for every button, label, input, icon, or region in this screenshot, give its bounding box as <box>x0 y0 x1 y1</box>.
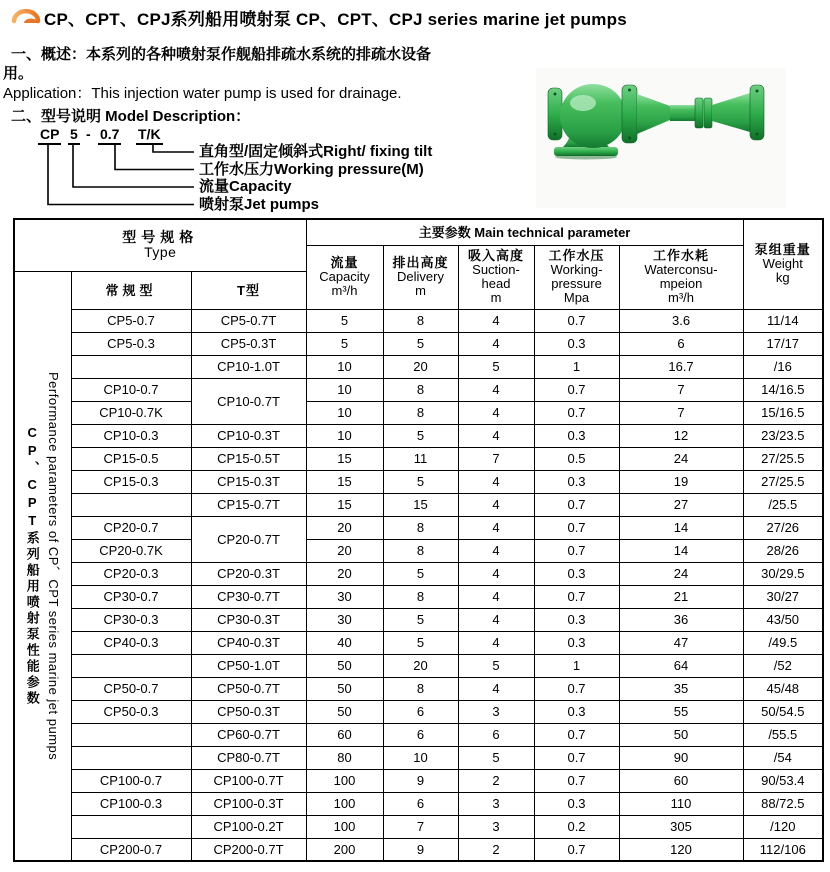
value-cell: 9 <box>383 838 458 861</box>
value-cell: 7 <box>458 447 534 470</box>
page-title: CP、CPT、CPJ系列船用喷射泵 CP、CPT、CPJ series marine jet pumps <box>44 10 627 29</box>
model-t-cell: CP100-0.3T <box>191 792 306 815</box>
value-cell: 4 <box>458 493 534 516</box>
value-cell: 0.2 <box>534 815 619 838</box>
value-cell: 90 <box>619 746 743 769</box>
value-cell: 0.3 <box>534 700 619 723</box>
model-t-cell: CP10-0.3T <box>191 424 306 447</box>
model-normal-cell <box>71 815 191 838</box>
value-cell: 43/50 <box>743 608 823 631</box>
value-cell: 0.7 <box>534 723 619 746</box>
value-cell: 60 <box>619 769 743 792</box>
type-group-zh: 型号规格 <box>122 229 199 246</box>
model-t-cell: CP50-0.7T <box>191 677 306 700</box>
value-cell: 15 <box>383 493 458 516</box>
model-t-cell: CP5-0.3T <box>191 332 306 355</box>
model-t-cell: CP5-0.7T <box>191 309 306 332</box>
value-cell: 5 <box>458 654 534 677</box>
water-consumption-column-header: 工作水耗 Waterconsu- mpeion m³/h <box>619 245 743 309</box>
value-cell: 36 <box>619 608 743 631</box>
value-cell: 8 <box>383 677 458 700</box>
value-cell: 5 <box>306 309 383 332</box>
value-cell: 0.3 <box>534 470 619 493</box>
value-cell: 47 <box>619 631 743 654</box>
spec-row <box>14 539 823 562</box>
value-cell: 50 <box>619 723 743 746</box>
value-cell: 50 <box>306 677 383 700</box>
value-cell: 12 <box>619 424 743 447</box>
value-cell: 112/106 <box>743 838 823 861</box>
capacity-column-header: 流量 Capacity m³/h <box>306 245 383 309</box>
value-cell: 11 <box>383 447 458 470</box>
value-cell: 20 <box>306 516 383 539</box>
value-cell: 20 <box>306 539 383 562</box>
value-cell: 4 <box>458 332 534 355</box>
value-cell: 27/25.5 <box>743 470 823 493</box>
spec-row <box>14 516 823 539</box>
jet-pump-photo <box>536 68 786 208</box>
value-cell: 0.7 <box>534 401 619 424</box>
value-cell: 4 <box>458 470 534 493</box>
model-t-cell: CP10-1.0T <box>191 355 306 378</box>
value-cell: 50/54.5 <box>743 700 823 723</box>
value-cell: 5 <box>306 332 383 355</box>
overview-text-zh-line1: 一、概述：本系列的各种喷射泵作舰船排疏水系统的排疏水设备 <box>11 46 432 63</box>
value-cell: 10 <box>306 424 383 447</box>
value-cell: 4 <box>458 516 534 539</box>
side-label-zh: CP、CPT系列船用喷射泵性能参数 <box>24 424 40 707</box>
spec-row <box>14 792 823 815</box>
value-cell: 7 <box>619 378 743 401</box>
code-token-07: 0.7 <box>98 126 121 145</box>
normal-type-subheader: 常规型 <box>71 271 191 309</box>
value-cell: 27/25.5 <box>743 447 823 470</box>
model-normal-cell: CP10-0.3 <box>71 424 191 447</box>
value-cell: 20 <box>383 654 458 677</box>
value-cell: /54 <box>743 746 823 769</box>
spec-row <box>14 585 823 608</box>
value-cell: 0.7 <box>534 539 619 562</box>
label-capacity: 流量Capacity <box>199 178 292 195</box>
value-cell: 27 <box>619 493 743 516</box>
model-normal-cell: CP5-0.3 <box>71 332 191 355</box>
spec-row <box>14 309 823 332</box>
value-cell: 10 <box>306 378 383 401</box>
value-cell: 40 <box>306 631 383 654</box>
spec-row <box>14 723 823 746</box>
value-cell: 20 <box>383 355 458 378</box>
value-cell: 305 <box>619 815 743 838</box>
value-cell: 0.7 <box>534 516 619 539</box>
model-normal-cell: CP30-0.7 <box>71 585 191 608</box>
model-normal-cell: CP20-0.7K <box>71 539 191 562</box>
model-normal-cell: CP15-0.5 <box>71 447 191 470</box>
model-code-diagram <box>36 126 516 220</box>
model-normal-cell: CP30-0.3 <box>71 608 191 631</box>
code-token-5: 5 <box>68 126 80 145</box>
working-pressure-column-header: 工作水压 Working- pressure Mpa <box>534 245 619 309</box>
spec-row <box>14 838 823 861</box>
value-cell: 0.3 <box>534 332 619 355</box>
overview-text-zh-line2: 用。 <box>3 65 34 82</box>
value-cell: 0.7 <box>534 378 619 401</box>
model-normal-cell: CP5-0.7 <box>71 309 191 332</box>
value-cell: 0.7 <box>534 585 619 608</box>
value-cell: 14 <box>619 516 743 539</box>
value-cell: 3 <box>458 792 534 815</box>
header-row-groups <box>14 219 823 245</box>
spec-row <box>14 631 823 654</box>
model-normal-cell: CP50-0.7 <box>71 677 191 700</box>
model-t-cell: CP60-0.7T <box>191 723 306 746</box>
value-cell: 30/27 <box>743 585 823 608</box>
spec-row <box>14 378 823 401</box>
spec-row <box>14 677 823 700</box>
label-working-pressure: 工作水压力Working pressure(M) <box>199 160 424 178</box>
model-description-heading: 二、型号说明 Model Description： <box>11 108 251 125</box>
model-normal-cell <box>71 723 191 746</box>
spec-row <box>14 700 823 723</box>
model-t-cell: CP50-1.0T <box>191 654 306 677</box>
value-cell: 4 <box>458 539 534 562</box>
spec-row <box>14 447 823 470</box>
model-t-cell: CP15-0.5T <box>191 447 306 470</box>
model-t-cell: CP80-0.7T <box>191 746 306 769</box>
value-cell: 5 <box>383 608 458 631</box>
value-cell: 30 <box>306 585 383 608</box>
value-cell: 5 <box>458 355 534 378</box>
value-cell: 120 <box>619 838 743 861</box>
value-cell: 64 <box>619 654 743 677</box>
code-token-tk: T/K <box>136 126 163 145</box>
main-parameter-header: 主要参数 Main technical parameter <box>306 219 743 245</box>
value-cell: 10 <box>306 401 383 424</box>
label-right-fixing-tilt: 直角型/固定倾斜式Right/ fixing tilt <box>199 143 433 160</box>
value-cell: 6 <box>619 332 743 355</box>
value-cell: 5 <box>383 562 458 585</box>
value-cell: 14/16.5 <box>743 378 823 401</box>
t-type-subheader: T型 <box>191 271 306 309</box>
value-cell: 4 <box>458 401 534 424</box>
spec-row <box>14 470 823 493</box>
spec-row <box>14 746 823 769</box>
value-cell: 15 <box>306 447 383 470</box>
model-normal-cell <box>71 654 191 677</box>
value-cell: 6 <box>383 723 458 746</box>
value-cell: 50 <box>306 700 383 723</box>
value-cell: 2 <box>458 769 534 792</box>
value-cell: 3 <box>458 700 534 723</box>
model-t-cell: CP30-0.3T <box>191 608 306 631</box>
model-t-cell: CP15-0.7T <box>191 493 306 516</box>
model-t-cell: CP100-0.7T <box>191 769 306 792</box>
value-cell: 0.7 <box>534 746 619 769</box>
value-cell: 17/17 <box>743 332 823 355</box>
value-cell: 4 <box>458 424 534 447</box>
value-cell: 6 <box>383 700 458 723</box>
spec-row <box>14 332 823 355</box>
value-cell: 24 <box>619 447 743 470</box>
value-cell: 9 <box>383 769 458 792</box>
code-token-dash: - <box>86 126 91 142</box>
value-cell: 5 <box>383 470 458 493</box>
value-cell: 23/23.5 <box>743 424 823 447</box>
model-normal-cell <box>71 355 191 378</box>
value-cell: 0.7 <box>534 309 619 332</box>
value-cell: 1 <box>534 654 619 677</box>
value-cell: 27/26 <box>743 516 823 539</box>
value-cell: 100 <box>306 792 383 815</box>
value-cell: 10 <box>306 355 383 378</box>
value-cell: 8 <box>383 401 458 424</box>
value-cell: /52 <box>743 654 823 677</box>
value-cell: 5 <box>383 424 458 447</box>
value-cell: 0.3 <box>534 792 619 815</box>
value-cell: 80 <box>306 746 383 769</box>
value-cell: 10 <box>383 746 458 769</box>
spec-table <box>13 218 824 862</box>
spec-row <box>14 608 823 631</box>
value-cell: 15/16.5 <box>743 401 823 424</box>
value-cell: 3.6 <box>619 309 743 332</box>
value-cell: 1 <box>534 355 619 378</box>
weight-header-zh: 泵组重量 <box>754 242 811 258</box>
value-cell: 20 <box>306 562 383 585</box>
spec-row <box>14 815 823 838</box>
spec-row <box>14 654 823 677</box>
value-cell: 88/72.5 <box>743 792 823 815</box>
value-cell: 8 <box>383 585 458 608</box>
value-cell: 4 <box>458 631 534 654</box>
value-cell: 6 <box>458 723 534 746</box>
value-cell: 3 <box>458 815 534 838</box>
suction-head-column-header: 吸入高度 Suction- head m <box>458 245 534 309</box>
model-normal-cell: CP100-0.3 <box>71 792 191 815</box>
value-cell: 15 <box>306 470 383 493</box>
model-t-cell: CP10-0.7T <box>191 378 306 424</box>
label-jet-pumps: 喷射泵Jet pumps <box>199 195 320 213</box>
value-cell: 7 <box>619 401 743 424</box>
model-normal-cell <box>71 493 191 516</box>
value-cell: 4 <box>458 309 534 332</box>
value-cell: 7 <box>383 815 458 838</box>
model-normal-cell: CP20-0.7 <box>71 516 191 539</box>
value-cell: 28/26 <box>743 539 823 562</box>
spec-row <box>14 424 823 447</box>
value-cell: 30 <box>306 608 383 631</box>
side-vertical-label-cell <box>14 271 71 861</box>
model-normal-cell: CP200-0.7 <box>71 838 191 861</box>
value-cell: 4 <box>458 677 534 700</box>
value-cell: 35 <box>619 677 743 700</box>
spec-row <box>14 355 823 378</box>
value-cell: 4 <box>458 608 534 631</box>
value-cell: 50 <box>306 654 383 677</box>
application-text: Application：This injection water pump is used for drainage. <box>3 85 402 102</box>
value-cell: 5 <box>383 332 458 355</box>
value-cell: 15 <box>306 493 383 516</box>
value-cell: /16 <box>743 355 823 378</box>
spec-row <box>14 493 823 516</box>
value-cell: 30/29.5 <box>743 562 823 585</box>
model-t-cell: CP100-0.2T <box>191 815 306 838</box>
type-group-header <box>14 219 306 271</box>
model-t-cell: CP40-0.3T <box>191 631 306 654</box>
value-cell: 8 <box>383 539 458 562</box>
value-cell: 90/53.4 <box>743 769 823 792</box>
weight-column-header <box>743 219 823 309</box>
value-cell: 45/48 <box>743 677 823 700</box>
value-cell: 0.7 <box>534 677 619 700</box>
model-normal-cell: CP50-0.3 <box>71 700 191 723</box>
value-cell: 100 <box>306 769 383 792</box>
value-cell: 200 <box>306 838 383 861</box>
value-cell: 5 <box>458 746 534 769</box>
model-normal-cell: CP20-0.3 <box>71 562 191 585</box>
type-group-en: Type <box>144 244 177 261</box>
model-normal-cell: CP10-0.7 <box>71 378 191 401</box>
value-cell: 55 <box>619 700 743 723</box>
value-cell: 8 <box>383 516 458 539</box>
value-cell: 4 <box>458 585 534 608</box>
model-t-cell: CP50-0.3T <box>191 700 306 723</box>
value-cell: 2 <box>458 838 534 861</box>
value-cell: 4 <box>458 378 534 401</box>
value-cell: /120 <box>743 815 823 838</box>
side-label-en: Performance parameters of CP、CPT series marine jet pumps <box>45 371 61 760</box>
value-cell: 0.3 <box>534 562 619 585</box>
model-normal-cell: CP40-0.3 <box>71 631 191 654</box>
value-cell: 21 <box>619 585 743 608</box>
model-t-cell: CP30-0.7T <box>191 585 306 608</box>
value-cell: 24 <box>619 562 743 585</box>
value-cell: /25.5 <box>743 493 823 516</box>
value-cell: 4 <box>458 562 534 585</box>
value-cell: 0.3 <box>534 608 619 631</box>
value-cell: 11/14 <box>743 309 823 332</box>
value-cell: 100 <box>306 815 383 838</box>
value-cell: 8 <box>383 378 458 401</box>
weight-header-en: Weight <box>762 256 803 272</box>
model-normal-cell <box>71 746 191 769</box>
delivery-column-header: 排出高度 Delivery m <box>383 245 458 309</box>
model-normal-cell: CP100-0.7 <box>71 769 191 792</box>
brand-arc-icon <box>11 6 41 26</box>
model-normal-cell: CP15-0.3 <box>71 470 191 493</box>
spec-row <box>14 562 823 585</box>
spec-row <box>14 401 823 424</box>
model-t-cell: CP200-0.7T <box>191 838 306 861</box>
weight-header-unit: kg <box>775 270 790 286</box>
value-cell: 0.3 <box>534 631 619 654</box>
value-cell: 0.5 <box>534 447 619 470</box>
value-cell: 60 <box>306 723 383 746</box>
value-cell: 19 <box>619 470 743 493</box>
model-t-cell: CP20-0.3T <box>191 562 306 585</box>
value-cell: 0.3 <box>534 424 619 447</box>
value-cell: 0.7 <box>534 838 619 861</box>
model-t-cell: CP20-0.7T <box>191 516 306 562</box>
value-cell: 6 <box>383 792 458 815</box>
value-cell: /55.5 <box>743 723 823 746</box>
spec-row <box>14 769 823 792</box>
model-t-cell: CP15-0.3T <box>191 470 306 493</box>
value-cell: 110 <box>619 792 743 815</box>
value-cell: 8 <box>383 309 458 332</box>
value-cell: 16.7 <box>619 355 743 378</box>
value-cell: 14 <box>619 539 743 562</box>
model-normal-cell: CP10-0.7K <box>71 401 191 424</box>
value-cell: 0.7 <box>534 493 619 516</box>
value-cell: 5 <box>383 631 458 654</box>
code-token-cp: CP <box>38 126 61 145</box>
value-cell: 0.7 <box>534 769 619 792</box>
value-cell: /49.5 <box>743 631 823 654</box>
